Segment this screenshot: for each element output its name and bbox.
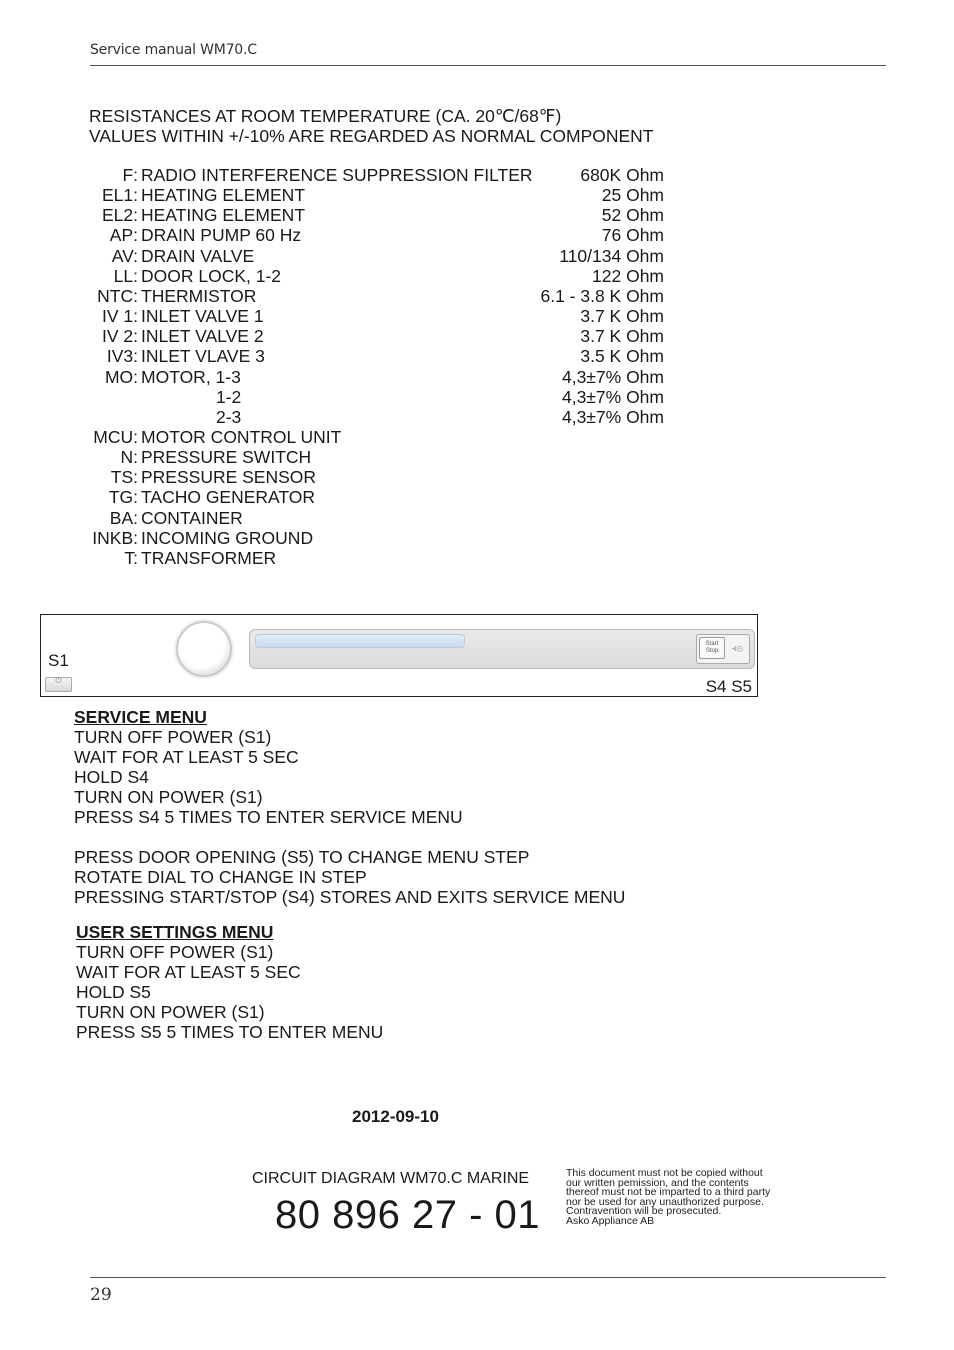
copyright-notice [566, 1169, 770, 1227]
component-row [0, 447, 954, 467]
service-step: TURN ON POWER (S1) [74, 787, 263, 807]
service-note: PRESS DOOR OPENING (S5) TO CHANGE MENU STEP [74, 847, 530, 867]
component-resistance-value: 4,3±7% Ohm [561, 386, 664, 407]
component-description: DRAIN VALVE [141, 245, 255, 266]
component-description: CONTAINER [141, 507, 243, 528]
component-row [0, 387, 954, 407]
service-step: HOLD S4 [74, 767, 149, 787]
s1-label: S1 [48, 651, 69, 670]
component-resistance-value: 122 Ohm [592, 265, 664, 286]
component-row [0, 528, 954, 548]
service-note: PRESSING START/STOP (S4) STORES AND EXITS SERVICE MENU [74, 887, 626, 907]
component-row [0, 165, 954, 185]
component-description: DRAIN PUMP 60 Hz [141, 225, 302, 246]
component-resistance-value: 680K Ohm [580, 165, 664, 185]
component-row [0, 467, 954, 487]
component-row [0, 286, 954, 306]
component-row [0, 266, 954, 286]
component-description: 2-3 [216, 406, 242, 427]
notice-line: This document must not be copied without [566, 1167, 763, 1179]
component-description: TRANSFORMER [141, 547, 277, 568]
component-label: BA: [109, 507, 138, 528]
component-resistance-value: 52 Ohm [601, 205, 664, 226]
component-label: N: [120, 447, 138, 468]
component-description: HEATING ELEMENT [141, 185, 306, 206]
component-label: EL2: [102, 205, 138, 226]
circuit-diagram-title: CIRCUIT DIAGRAM WM70.C MARINE [252, 1170, 530, 1187]
service-step: WAIT FOR AT LEAST 5 SEC [74, 747, 299, 767]
intro-line-1: RESISTANCES AT ROOM TEMPERATURE (CA. 20℃/68℉) [89, 106, 562, 126]
component-description: MOTOR, 1-3 [141, 366, 241, 387]
component-description: INLET VALVE 2 [141, 326, 264, 347]
component-resistance-value: 25 Ohm [601, 185, 664, 206]
component-row [0, 487, 954, 507]
component-row [0, 246, 954, 266]
component-description: DOOR LOCK, 1-2 [141, 265, 282, 286]
component-resistance-value: 6.1 - 3.8 K Ohm [540, 285, 664, 306]
component-row [0, 225, 954, 245]
component-label: MO: [104, 366, 138, 387]
component-row [0, 367, 954, 387]
component-row [0, 427, 954, 447]
component-description: PRESSURE SENSOR [141, 467, 317, 488]
component-description: THERMISTOR [141, 285, 257, 306]
s4-s5-label: S4 S5 [705, 677, 752, 696]
component-label: AP: [109, 225, 138, 246]
notice-line: thereof must not be imparted to a third party [566, 1186, 771, 1199]
service-step: PRESS S4 5 TIMES TO ENTER SERVICE MENU [74, 807, 463, 827]
page-number: 29 [90, 1285, 112, 1305]
component-label: IV 2: [102, 326, 138, 347]
service-step: TURN OFF POWER (S1) [74, 727, 272, 747]
intro-line-2: VALUES WITHIN +/-10% ARE REGARDED AS NORMAL COMPONENT [89, 126, 654, 146]
component-description: PRESSURE SWITCH [141, 447, 312, 468]
display-screen [255, 634, 465, 648]
component-label: T: [124, 547, 138, 568]
component-label: MCU: [93, 426, 138, 447]
power-button [45, 677, 72, 692]
power-icon: ⏻ [55, 676, 62, 685]
component-label: TG: [108, 487, 138, 508]
component-resistance-value: 110/134 Ohm [559, 245, 664, 266]
component-row [0, 306, 954, 326]
component-row [0, 508, 954, 528]
component-row [0, 346, 954, 366]
component-resistance-value: 3.7 K Ohm [580, 306, 664, 327]
component-description: INCOMING GROUND [141, 527, 314, 548]
component-row [0, 205, 954, 225]
component-description: MOTOR CONTROL UNIT [141, 426, 342, 447]
user-step: PRESS S5 5 TIMES TO ENTER MENU [76, 1022, 384, 1042]
notice-line: nor be used for any unauthorized purpose. [566, 1195, 764, 1208]
program-dial [176, 621, 232, 677]
header-rule [90, 65, 886, 66]
component-label: INKB: [92, 527, 138, 548]
door-open-icon: ⫣⊙ [731, 643, 743, 653]
footer-rule [90, 1277, 886, 1278]
component-description: INLET VALVE 1 [141, 306, 264, 327]
service-note: ROTATE DIAL TO CHANGE IN STEP [74, 867, 367, 887]
component-row [0, 548, 954, 568]
user-step: TURN OFF POWER (S1) [76, 942, 274, 962]
component-label: AV: [111, 245, 138, 266]
user-settings-menu [76, 922, 383, 1042]
document-number: 80 896 27 - 01 [275, 1193, 540, 1237]
component-resistance-value: 4,3±7% Ohm [561, 406, 664, 427]
button-group [696, 634, 750, 664]
component-row [0, 326, 954, 346]
component-label: TS: [110, 467, 138, 488]
component-description: INLET VLAVE 3 [141, 346, 265, 367]
start-stop-button: Start Stop [699, 637, 725, 659]
user-step: HOLD S5 [76, 982, 151, 1002]
service-menu-title: SERVICE MENU [74, 707, 207, 727]
component-row [0, 185, 954, 205]
notice-line: our written pemission, and the contents [566, 1176, 749, 1189]
component-label: NTC: [97, 285, 138, 306]
service-menu [74, 707, 625, 907]
header-title: Service manual WM70.C [90, 42, 257, 58]
display-panel [249, 629, 755, 669]
component-resistance-value: 76 Ohm [601, 225, 664, 246]
user-menu-title: USER SETTINGS MENU [76, 922, 274, 942]
component-label: F: [122, 165, 138, 185]
user-step: WAIT FOR AT LEAST 5 SEC [76, 962, 301, 982]
component-row [0, 407, 954, 427]
component-description: 1-2 [216, 386, 242, 407]
component-label: EL1: [102, 185, 138, 206]
document-date: 2012-09-10 [352, 1107, 439, 1126]
component-description: TACHO GENERATOR [141, 487, 316, 508]
notice-line: Contravention will be prosecuted. [566, 1205, 722, 1218]
component-label: IV3: [106, 346, 138, 367]
component-resistance-value: 4,3±7% Ohm [561, 366, 664, 387]
component-description: RADIO INTERFERENCE SUPPRESSION FILTER [141, 165, 533, 185]
component-label: LL: [113, 265, 138, 286]
control-panel-illustration [40, 614, 758, 697]
component-label: IV 1: [102, 306, 138, 327]
user-step: TURN ON POWER (S1) [76, 1002, 265, 1022]
notice-line: Asko Appliance AB [566, 1214, 655, 1227]
component-description: HEATING ELEMENT [141, 205, 306, 226]
component-resistance-value: 3.7 K Ohm [580, 326, 664, 347]
component-resistance-value: 3.5 K Ohm [580, 346, 664, 367]
